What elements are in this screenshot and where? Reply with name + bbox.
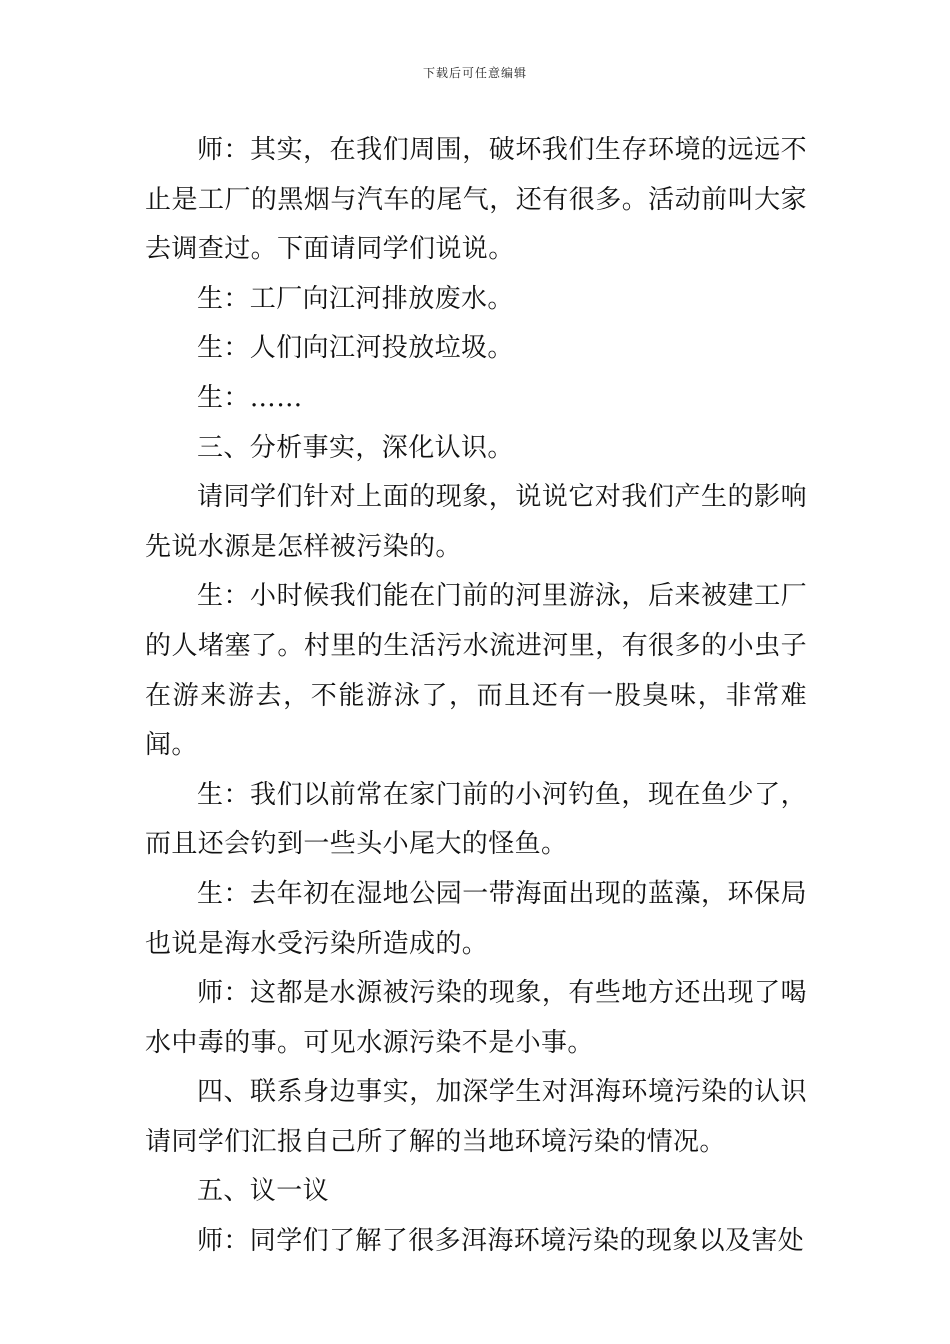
section-heading: 四、联系身边事实，加深学生对洱海环境污染的认识请同学们汇报自己所了解的当地环境污染的情况。 xyxy=(145,1077,807,1157)
paragraph: 生：去年初在湿地公园一带海面出现的蓝藻，环保局也说是海水受污染所造成的。 xyxy=(145,878,807,959)
paragraph: 生：小时候我们能在门前的河里游泳，后来被建工厂的人堵塞了。村里的生活污水流进河里，有很多的小虫子在游来游去，不能游泳了，而且还有一股臭味，非常难闻。 xyxy=(145,581,807,761)
section-heading: 五、议一议 xyxy=(197,1176,330,1207)
document-body xyxy=(145,126,807,1267)
paragraph: 生：工厂向江河排放废水。 xyxy=(197,283,514,314)
paragraph: 生：我们以前常在家门前的小河钓鱼，现在鱼少了，而且还会钓到一些头小尾大的怪鱼。 xyxy=(145,779,807,860)
page-header-note: 下载后可任意编辑 xyxy=(422,66,527,80)
paragraph: 师：同学们了解了很多洱海环境污染的现象以及害处 xyxy=(197,1226,805,1257)
paragraph: 生：…… xyxy=(197,382,303,413)
section-heading: 三、分析事实，深化认识。 xyxy=(197,432,514,463)
paragraph: 师：这都是水源被污染的现象，有些地方还出现了喝水中毒的事。可见水源污染不是小事。 xyxy=(145,978,807,1058)
paragraph: 请同学们针对上面的现象，说说它对我们产生的影响先说水源是怎样被污染的。 xyxy=(145,482,807,562)
paragraph: 师：其实，在我们周围，破坏我们生存环境的远远不止是工厂的黑烟与汽车的尾气，还有很多。活动前叫大家去调查过。下面请同学们说说。 xyxy=(145,135,807,265)
paragraph: 生：人们向江河投放垃圾。 xyxy=(197,333,514,364)
